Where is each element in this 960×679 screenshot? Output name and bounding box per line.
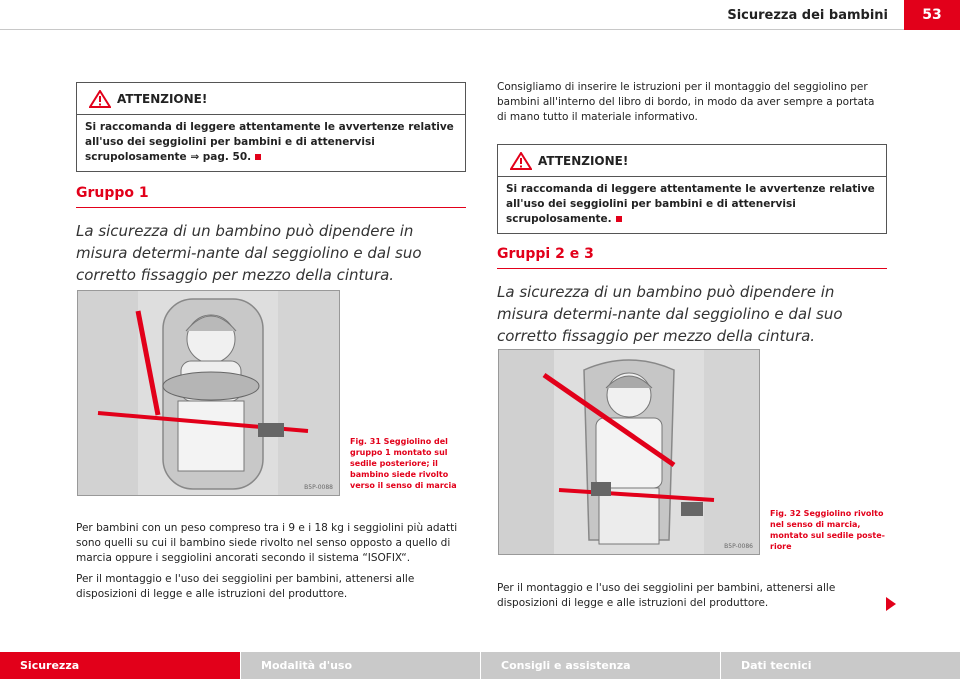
group-2-3-body [497,581,887,611]
warning-title: ATTENZIONE! [538,153,629,168]
figure-code: B5P-0086 [724,543,753,550]
figure-32-caption: Fig. 32 Seggiolino rivolto nel senso di marcia, montato sul sedile poste-riore [770,509,886,551]
paragraph-regulations: Per il montaggio e l'uso dei seggiolini per bambini, attenersi alle disposizioni di legge e alle istruzioni del produttore. [497,582,836,609]
section-intro: La sicurezza di un bambino può dipendere in misura determi-nante dal seggiolino e dal suo corretto fissaggio per mezzo della cintura. [76,222,422,284]
warning-box [76,82,466,172]
section-intro: La sicurezza di un bambino può dipendere in misura determi-nante dal seggiolino e dal suo corretto fissaggio per mezzo della cintura. [497,283,843,345]
right-warning [497,144,887,234]
tab-dati-tecnici[interactable]: Dati tecnici [720,652,960,679]
warning-header [77,83,465,115]
tab-modalita-duso[interactable]: Modalità d'uso [240,652,480,679]
tab-consigli-assistenza[interactable]: Consigli e assistenza [480,652,720,679]
section-title-gruppo-1: Gruppo 1 [76,185,466,208]
paragraph-regulations: Per il montaggio e l'uso dei seggiolini per bambini, attenersi alle disposizioni di legge e alle istruzioni del produttore. [76,573,415,600]
warning-title: ATTENZIONE! [117,91,208,106]
left-column [76,82,466,172]
right-column [497,80,887,125]
child-seat-illustration [78,291,340,496]
page-number: 53 [904,0,960,30]
group-1-section [76,185,466,286]
warning-triangle-icon [510,152,532,170]
paragraph-manual-advice: Consigliamo di inserire le istruzioni per il montaggio del seggiolino per bambini all'interno del libro di bordo, in modo da aver sempre a portata di mano tutto il materiale informativo. [497,81,875,123]
figure-code: B5P-0088 [304,484,333,491]
bottom-navigation [0,652,960,679]
figure-31-image [77,290,340,496]
figure-31-caption: Fig. 31 Seggiolino del gruppo 1 montato sul sedile posteriore; il bambino siede rivolto verso il senso di marcia [350,437,457,490]
tab-sicurezza[interactable]: Sicurezza [0,652,240,679]
end-of-section-icon [616,216,622,222]
header-divider [0,29,904,30]
section-title-gruppi-2-3: Gruppi 2 e 3 [497,246,887,269]
warning-box [497,144,887,234]
chapter-title: Sicurezza dei bambini [727,8,888,23]
booster-seat-illustration [499,350,760,555]
group-2-3-section [497,246,887,347]
end-of-section-icon [255,154,261,160]
paragraph-weight-range: Per bambini con un peso compreso tra i 9 e i 18 kg i seggiolini più adatti sono quelli su cui il bambino siede rivolto nel senso opposto a quello di marcia oppure i seggiolini ancorati secondo il sistema “ISOFIX“. [76,522,458,564]
next-page-arrow-icon[interactable] [886,597,896,611]
warning-text: Si raccomanda di leggere attentamente le avvertenze relative all'uso dei seggiolini per bambini e di attenervisi scrupolosamente ⇒ pag. 50. [85,121,454,163]
page-header [0,0,960,30]
figure-32-image [498,349,760,555]
warning-header [498,145,886,177]
warning-triangle-icon [89,90,111,108]
warning-text: Si raccomanda di leggere attentamente le avvertenze relative all'uso dei seggiolini per bambini e di attenervisi scrupolosamente. [506,183,875,225]
group-1-body [76,521,466,602]
